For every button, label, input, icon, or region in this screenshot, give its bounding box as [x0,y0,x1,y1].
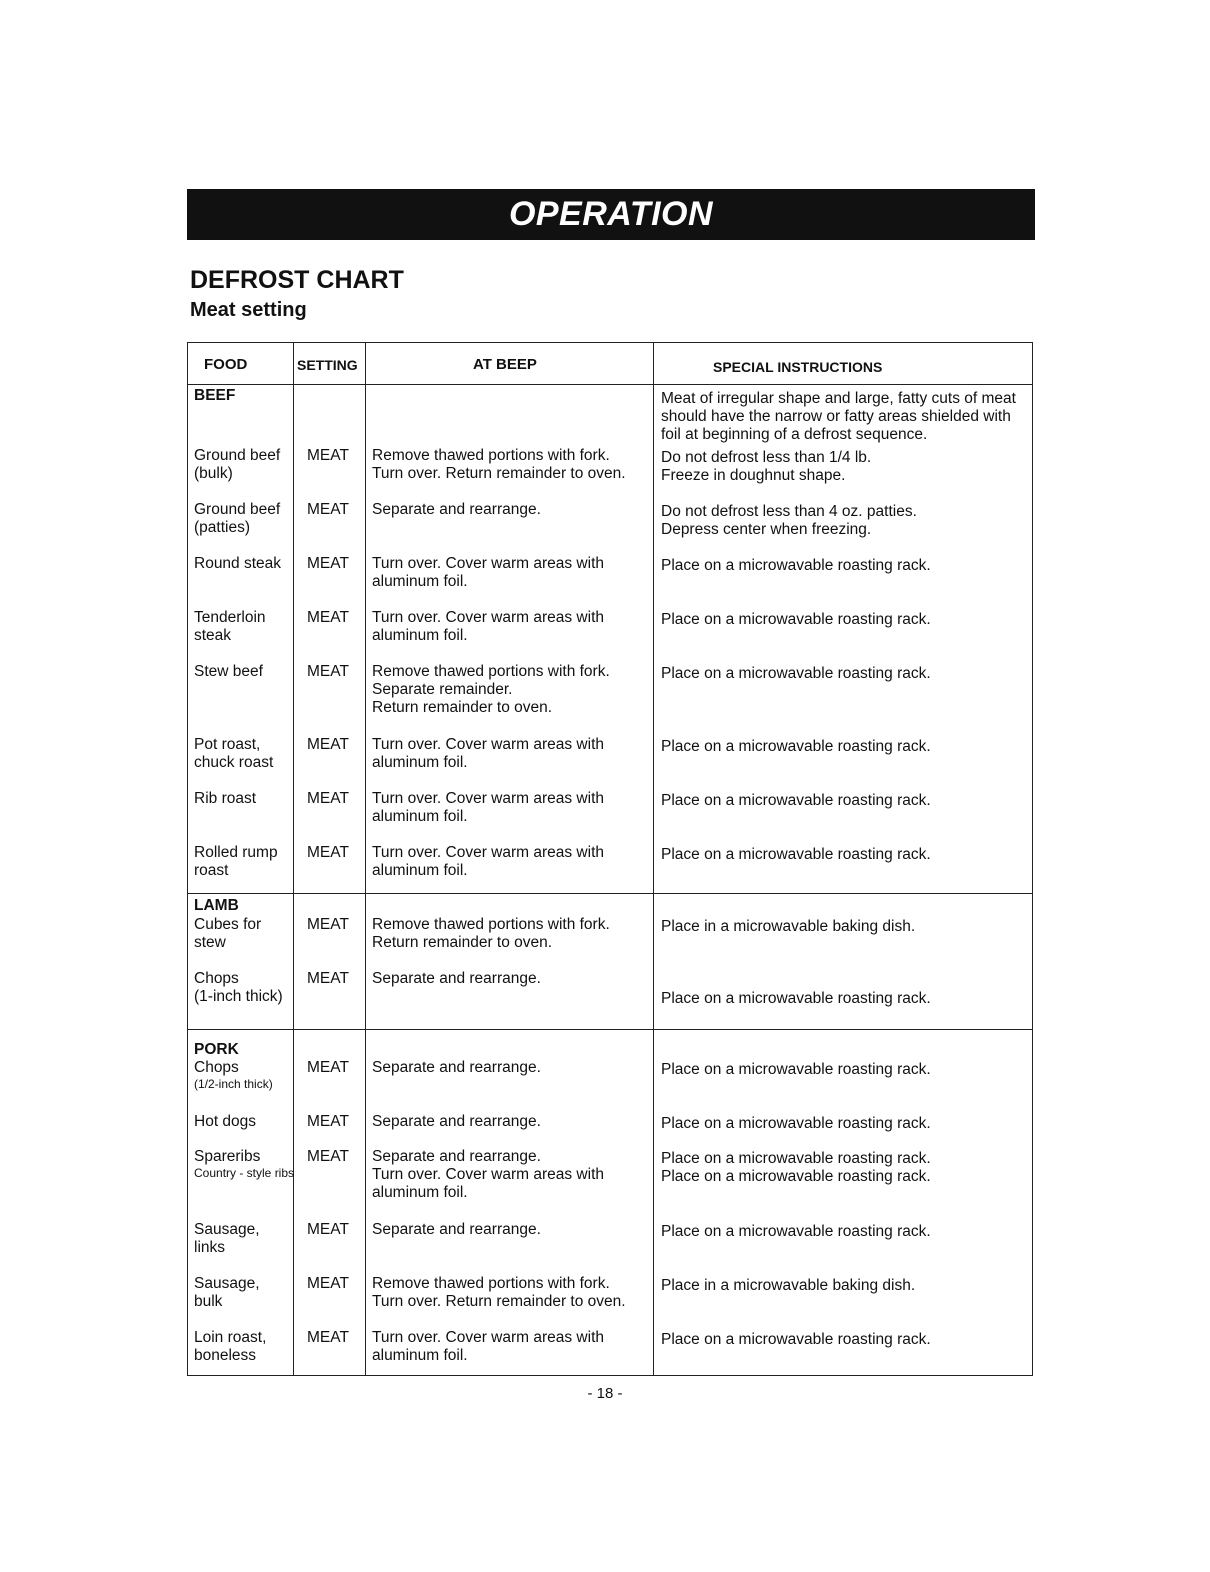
pork-row-at-beep [372,1329,604,1365]
beef-row-setting-line: MEAT [307,790,349,807]
beef-row-special-line: Place on a microwavable roasting rack. [661,792,931,809]
beef-row-special-line: Place on a microwavable roasting rack. [661,738,931,755]
section-divider [188,893,1032,894]
section-divider [188,1029,1032,1030]
pork-row-food [194,1113,256,1131]
lamb-row-at-beep-line: Separate and rearrange. [372,970,541,987]
pork-row-special [661,1331,931,1349]
beef-row-at-beep-line: Turn over. Cover warm areas with [372,736,605,753]
beef-row-food-line: chuck roast [194,754,274,771]
pork-row-special [661,1277,915,1295]
pork-row-at-beep-line: aluminum foil. [372,1347,468,1364]
pork-row-food-line: Loin roast, [194,1329,267,1346]
beef-row-at-beep-line: aluminum foil. [372,627,468,644]
section-label-lamb [194,897,239,915]
beef-row-setting [307,790,349,808]
beef-row-at-beep-line: Remove thawed portions with fork. [372,663,610,680]
lamb-row-setting [307,916,349,934]
column-divider [293,343,294,1375]
section-label-pork [194,1041,239,1059]
beef-row-at-beep [372,663,610,717]
pork-row-food-sub: (1/2-inch thick) [194,1077,273,1091]
lamb-row-at-beep-line: Return remainder to oven. [372,934,553,951]
beef-row-food-line: Ground beef [194,447,281,464]
beef-row-setting-line: MEAT [307,501,349,518]
beef-note-line: should have the narrow or fatty areas shielded with [661,408,1011,425]
beef-row-special [661,665,931,683]
beef-row-food [194,844,278,880]
pork-row-at-beep [372,1221,541,1239]
beef-row-food [194,663,263,681]
pork-row-food [194,1059,273,1091]
pork-row-setting-line: MEAT [307,1148,349,1165]
pork-row-food-line: Hot dogs [194,1113,257,1130]
pork-row-at-beep-line: aluminum foil. [372,1184,468,1201]
beef-row-food-line: Ground beef [194,501,281,518]
pork-row-food [194,1148,294,1180]
beef-row-food [194,790,256,808]
pork-row-setting [307,1148,349,1166]
beef-row-at-beep [372,555,604,591]
pork-row-special-line: Place in a microwavable baking dish. [661,1277,916,1294]
lamb-row-food [194,916,261,952]
beef-row-special-line: Freeze in doughnut shape. [661,467,846,484]
beef-row-at-beep [372,447,626,483]
lamb-row-at-beep-line: Remove thawed portions with fork. [372,916,610,933]
pork-row-at-beep-line: Separate and rearrange. [372,1059,541,1076]
pork-row-at-beep-line: Separate and rearrange. [372,1221,541,1238]
beef-row-special-line: Do not defrost less than 1/4 lb. [661,449,872,466]
beef-row-special-line: Place on a microwavable roasting rack. [661,665,931,682]
pork-row-at-beep-line: Turn over. Cover warm areas with [372,1166,605,1183]
chart-title: DEFROST CHART [190,266,404,294]
beef-row-special-line: Place on a microwavable roasting rack. [661,611,931,628]
pork-row-at-beep-line: Remove thawed portions with fork. [372,1275,610,1292]
lamb-row-setting-line: MEAT [307,970,349,987]
lamb-row-food [194,970,283,1006]
pork-row-food-line: bulk [194,1293,223,1310]
pork-row-special-line: Place on a microwavable roasting rack. [661,1223,931,1240]
beef-note [661,390,1016,444]
pork-row-at-beep [372,1113,541,1131]
lamb-row-at-beep [372,970,541,988]
section-label-pork-line: PORK [194,1041,239,1058]
beef-row-food-line: Round steak [194,555,282,572]
beef-row-at-beep [372,501,541,519]
header-food: FOOD [204,356,248,373]
pork-row-food-line: links [194,1239,226,1256]
pork-row-food-line: boneless [194,1347,257,1364]
pork-row-special-line: Place on a microwavable roasting rack. [661,1331,931,1348]
chart-subtitle: Meat setting [190,299,307,321]
beef-row-at-beep-line: Turn over. Return remainder to oven. [372,465,626,482]
beef-row-setting-line: MEAT [307,736,349,753]
pork-row-food-line: Chops [194,1059,239,1076]
pork-row-setting [307,1113,349,1131]
column-divider [653,343,654,1375]
section-label-lamb-line: LAMB [194,897,239,914]
beef-row-at-beep-line: Turn over. Cover warm areas with [372,555,605,572]
pork-row-at-beep-line: Separate and rearrange. [372,1148,541,1165]
beef-row-at-beep-line: aluminum foil. [372,808,468,825]
beef-row-food [194,501,280,537]
beef-row-setting [307,501,349,519]
pork-row-food-line: Sausage, [194,1275,260,1292]
beef-row-at-beep-line: Turn over. Cover warm areas with [372,790,605,807]
beef-row-setting [307,663,349,681]
lamb-row-food-line: Chops [194,970,239,987]
beef-row-special [661,738,931,756]
beef-row-at-beep-line: Separate remainder. [372,681,513,698]
beef-row-at-beep-line: aluminum foil. [372,862,468,879]
beef-row-setting-line: MEAT [307,663,349,680]
pork-row-special [661,1061,931,1079]
page-number: - 18 - [587,1385,623,1402]
pork-row-special-line: Place on a microwavable roasting rack. [661,1061,931,1078]
beef-row-special-line: Depress center when freezing. [661,521,872,538]
column-divider [365,343,366,1375]
beef-row-special [661,792,931,810]
beef-row-food-line: Rolled rump [194,844,278,861]
beef-row-special [661,503,917,539]
pork-row-setting-line: MEAT [307,1221,349,1238]
lamb-row-special-line: Place in a microwavable baking dish. [661,918,916,935]
beef-row-special [661,449,871,485]
beef-row-at-beep-line: Remove thawed portions with fork. [372,447,610,464]
pork-row-food [194,1329,266,1365]
beef-row-food-line: roast [194,862,229,879]
section-banner: OPERATION [187,189,1035,240]
pork-row-special-line: Place on a microwavable roasting rack. [661,1150,931,1167]
beef-row-food-line: Rib roast [194,790,257,807]
beef-row-food-line: (bulk) [194,465,233,482]
lamb-row-food-line: (1-inch thick) [194,988,283,1005]
pork-row-special-line: Place on a microwavable roasting rack. [661,1168,931,1185]
beef-row-special-line: Do not defrost less than 4 oz. patties. [661,503,917,520]
lamb-row-setting-line: MEAT [307,916,349,933]
beef-row-at-beep [372,609,604,645]
beef-row-food [194,447,280,483]
beef-row-at-beep-line: aluminum foil. [372,573,468,590]
pork-row-at-beep-line: Turn over. Cover warm areas with [372,1329,605,1346]
lamb-row-at-beep [372,916,610,952]
beef-row-special [661,846,931,864]
beef-row-at-beep-line: aluminum foil. [372,754,468,771]
beef-row-food-line: Stew beef [194,663,263,680]
pork-row-at-beep-line: Turn over. Return remainder to oven. [372,1293,626,1310]
section-label-beef-line: BEEF [194,387,236,404]
header-setting: SETTING [297,357,358,373]
beef-row-at-beep-line: Turn over. Cover warm areas with [372,844,605,861]
pork-row-food-line: Spareribs [194,1148,261,1165]
pork-row-at-beep [372,1059,541,1077]
beef-row-setting [307,555,349,573]
lamb-row-food-line: Cubes for [194,916,262,933]
lamb-row-special [661,990,931,1008]
pork-row-food [194,1221,260,1257]
beef-row-food [194,555,281,573]
lamb-row-special [661,918,915,936]
beef-row-at-beep-line: Separate and rearrange. [372,501,541,518]
beef-row-setting [307,609,349,627]
pork-row-special [661,1115,931,1133]
defrost-table [187,342,1033,1376]
beef-row-food [194,609,266,645]
beef-row-setting [307,447,349,465]
beef-row-at-beep-line: Turn over. Cover warm areas with [372,609,605,626]
beef-row-setting-line: MEAT [307,555,349,572]
beef-row-food-line: Pot roast, [194,736,261,753]
beef-row-at-beep [372,736,604,772]
header-at-beep: AT BEEP [473,356,537,373]
beef-row-at-beep [372,844,604,880]
pork-row-at-beep [372,1148,604,1202]
pork-row-setting [307,1329,349,1347]
beef-row-at-beep-line: Return remainder to oven. [372,699,553,716]
pork-row-setting-line: MEAT [307,1329,349,1346]
beef-row-setting-line: MEAT [307,844,349,861]
lamb-row-food-line: stew [194,934,226,951]
beef-note-line: foil at beginning of a defrost sequence. [661,426,928,443]
header-special-instructions: SPECIAL INSTRUCTIONS [713,359,883,375]
pork-row-special [661,1150,931,1186]
pork-row-special-line: Place on a microwavable roasting rack. [661,1115,931,1132]
beef-row-special-line: Place on a microwavable roasting rack. [661,846,931,863]
section-label-beef [194,387,235,405]
pork-row-food [194,1275,260,1311]
pork-row-food-sub: Country - style ribs [194,1166,295,1180]
pork-row-setting-line: MEAT [307,1059,349,1076]
pork-row-setting [307,1059,349,1077]
lamb-row-special-line: Place on a microwavable roasting rack. [661,990,931,1007]
beef-row-setting-line: MEAT [307,447,349,464]
pork-row-at-beep [372,1275,626,1311]
beef-row-at-beep [372,790,604,826]
pork-row-setting-line: MEAT [307,1113,349,1130]
beef-row-special [661,557,931,575]
beef-row-food-line: Tenderloin [194,609,266,626]
beef-note-line: Meat of irregular shape and large, fatty cuts of meat [661,390,1016,407]
pork-row-setting [307,1275,349,1293]
beef-row-special [661,611,931,629]
lamb-row-setting [307,970,349,988]
beef-row-food-line: steak [194,627,232,644]
beef-row-setting [307,844,349,862]
pork-row-special [661,1223,931,1241]
beef-row-setting-line: MEAT [307,609,349,626]
pork-row-setting-line: MEAT [307,1275,349,1292]
header-divider [188,384,1032,385]
pork-row-at-beep-line: Separate and rearrange. [372,1113,541,1130]
beef-row-special-line: Place on a microwavable roasting rack. [661,557,931,574]
beef-row-food [194,736,273,772]
pork-row-setting [307,1221,349,1239]
pork-row-food-line: Sausage, [194,1221,260,1238]
beef-row-food-line: (patties) [194,519,250,536]
beef-row-setting [307,736,349,754]
